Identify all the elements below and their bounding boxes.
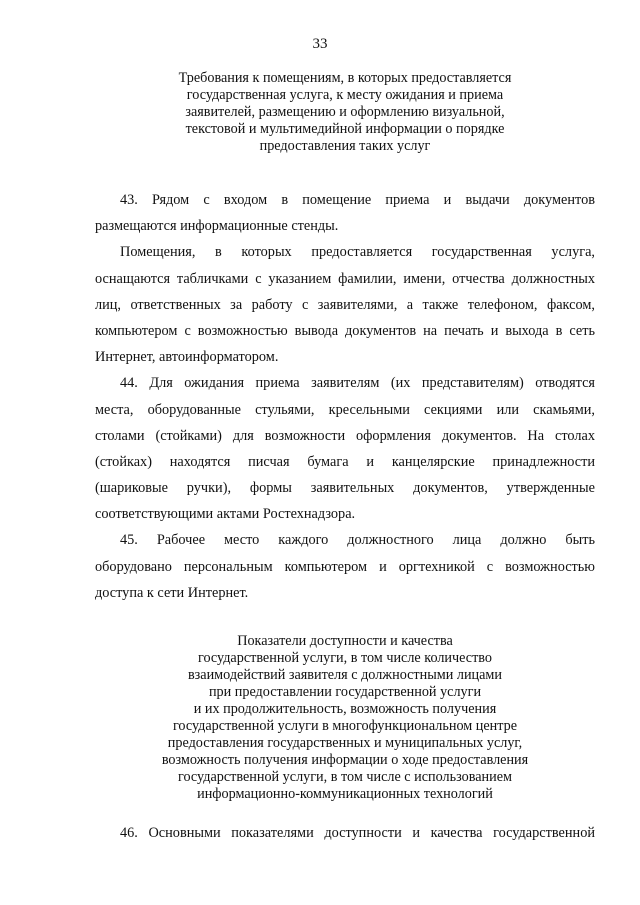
paragraph-43	[95, 187, 595, 239]
section-heading-accessibility-quality	[95, 633, 595, 803]
section-heading-premises-requirements	[95, 70, 595, 155]
heading-line: предоставления таких услуг	[259, 138, 431, 154]
text-line: Помещения, в которых предоставляется государственная услуга,	[120, 244, 595, 261]
text-line: места, оборудованные стульями, кресельными секциями или скамьями,	[95, 401, 595, 418]
text-line: оснащаются табличками с указанием фамилии, имени, отчества должностных	[95, 270, 595, 287]
text-line: оборудовано персональным компьютером и оргтехникой с возможностью	[95, 558, 595, 575]
text-line: соответствующими актами Ростехнадзора.	[95, 506, 356, 523]
heading-line: Требования к помещениям, в которых предоставляется	[178, 70, 512, 86]
text-line: лиц, ответственных за работу с заявителями, а также телефоном, факсом,	[95, 296, 595, 313]
paragraph-45	[95, 527, 595, 606]
heading-line: и их продолжительность, возможность получения	[193, 701, 497, 717]
heading-line: информационно-коммуникационных технологий	[197, 786, 493, 802]
text-line: Интернет, автоинформатором.	[95, 349, 279, 366]
heading-line: государственной услуги, в том числе с использованием	[178, 769, 512, 785]
heading-line: при предоставлении государственной услуги	[208, 684, 482, 700]
heading-line: предоставления государственных и муниципальных услуг,	[167, 735, 523, 751]
section-body-accessibility	[95, 820, 595, 846]
heading-line: государственной услуги, в том числе количество	[197, 650, 492, 666]
text-line: 45. Рабочее место каждого должностного лица должно быть	[120, 532, 595, 549]
heading-line: государственная услуга, к месту ожидания и приема	[186, 87, 504, 103]
heading-line: возможность получения информации о ходе предоставления	[161, 752, 529, 768]
text-line: (шариковые ручки), формы заявительных документов, утвержденные	[95, 480, 595, 497]
paragraph-44	[95, 370, 595, 527]
heading-line: Показатели доступности и качества	[237, 633, 453, 649]
text-line: 44. Для ожидания приема заявителям (их представителям) отводятся	[120, 375, 595, 392]
text-line: доступа к сети Интернет.	[95, 584, 249, 601]
heading-line: взаимодействий заявителя с должностными лицами	[187, 667, 503, 683]
section-body-premises	[95, 187, 595, 606]
text-line: 43. Рядом с входом в помещение приема и выдачи документов	[120, 192, 595, 208]
text-line: компьютером с возможностью вывода документов на печать и выхода в сеть	[95, 322, 595, 339]
text-line: (стойках) находятся писчая бумага и канцелярские принадлежности	[95, 453, 595, 470]
heading-line: заявителей, размещению и оформлению визуальной,	[185, 104, 505, 120]
text-line: 46. Основными показателями доступности и качества государственной	[120, 825, 595, 841]
text-line: столами (стойками) для возможности оформления документов. На столах	[95, 427, 595, 444]
heading-line: текстовой и мультимедийной информации о порядке	[185, 121, 505, 137]
paragraph-premises	[95, 239, 595, 370]
heading-line: государственной услуги в многофункциональном центре	[172, 718, 518, 734]
text-line: размещаются информационные стенды.	[95, 218, 339, 235]
paragraph-46	[95, 820, 595, 846]
page-number: 33	[312, 36, 328, 52]
